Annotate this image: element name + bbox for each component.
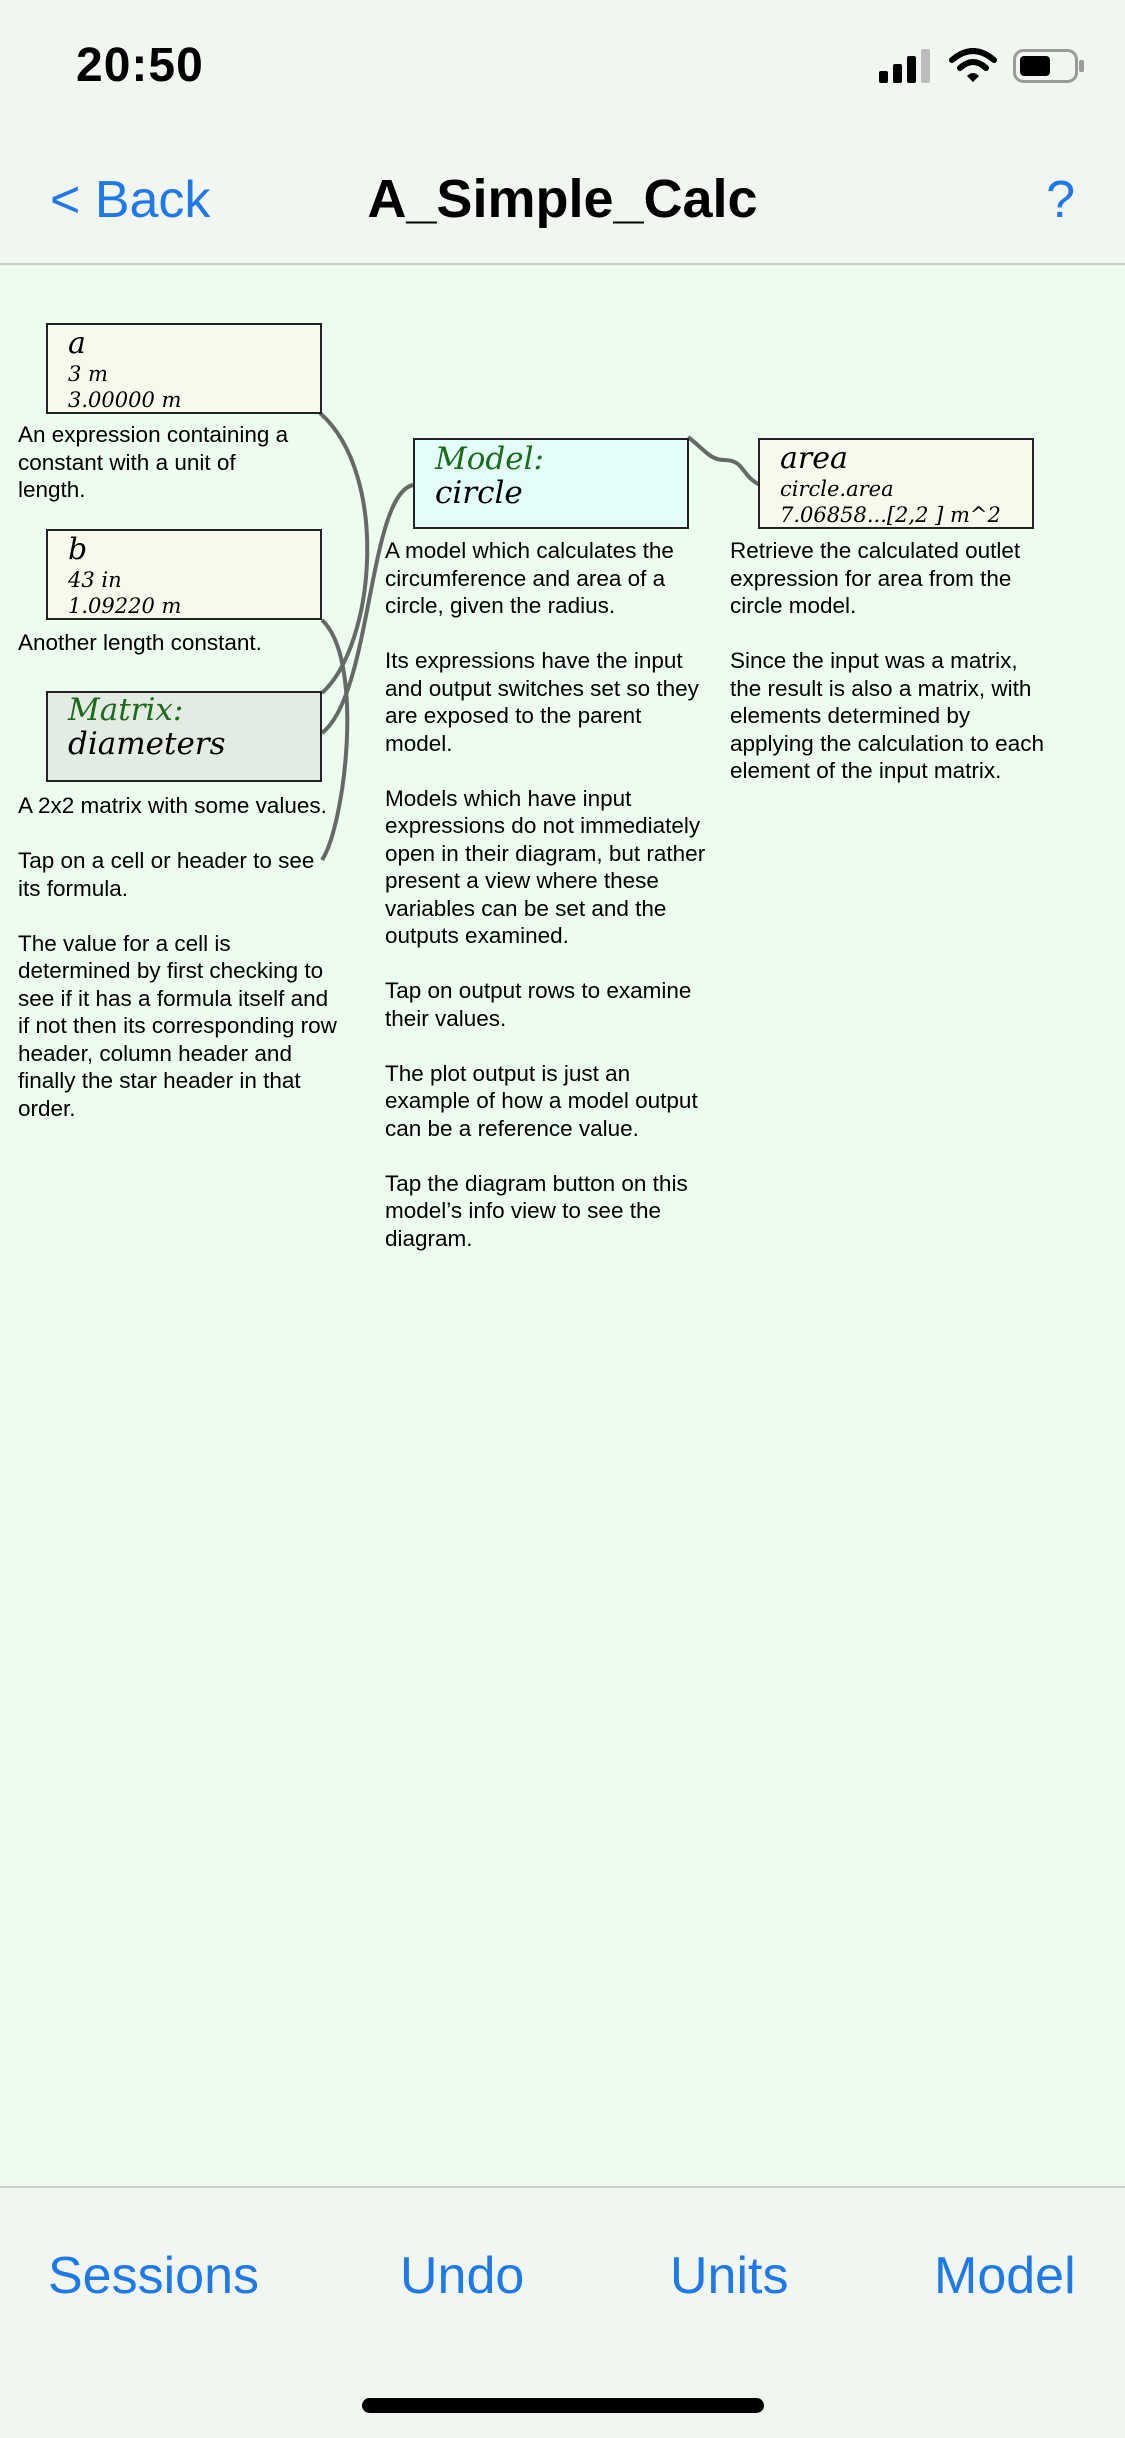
units-button[interactable]: Units bbox=[670, 2247, 789, 2305]
expression-node-area[interactable] bbox=[758, 438, 1034, 529]
node-kind-label: Model: bbox=[435, 441, 544, 477]
node-name: a bbox=[68, 326, 86, 361]
node-formula: 3 m bbox=[68, 362, 108, 386]
matrix-diameters-description: A 2x2 matrix with some values. Tap on a cell or header to see its formula. The value for a cell is determined by first checking to see if it has a formula itself and if not then its corresponding row header, column header and finally the star header in that order. bbox=[18, 793, 337, 1121]
node-name: diameters bbox=[68, 726, 226, 762]
cellular-signal-icon bbox=[879, 49, 933, 83]
undo-button[interactable]: Undo bbox=[400, 2247, 525, 2305]
node-formula: 43 in bbox=[68, 568, 122, 592]
node-a-description: An expression containing a constant with a unit of length. bbox=[18, 422, 289, 502]
battery-icon bbox=[1013, 49, 1085, 83]
node-value: 3.00000 m bbox=[68, 388, 182, 412]
wifi-icon bbox=[949, 48, 997, 84]
sessions-button[interactable]: Sessions bbox=[48, 2247, 259, 2305]
node-value: 7.06858...[2,2 ] m^2 bbox=[780, 503, 1001, 527]
help-button[interactable]: ? bbox=[1046, 171, 1075, 229]
back-button[interactable]: < Back bbox=[50, 171, 211, 229]
node-area-description: Retrieve the calculated outlet expression for area from the circle model. Since the input was a matrix, the result is also a matrix, with elements determined by applying the calculation to each element of the input matrix. bbox=[730, 538, 1044, 783]
expression-node-b[interactable] bbox=[46, 529, 322, 620]
node-value: 1.09220 m bbox=[68, 594, 182, 618]
matrix-node-diameters[interactable] bbox=[46, 691, 322, 782]
diagram-canvas[interactable] bbox=[0, 265, 1125, 2185]
node-kind-label: Matrix: bbox=[68, 692, 184, 728]
node-name: b bbox=[68, 532, 88, 567]
model-node-circle[interactable] bbox=[413, 438, 689, 529]
node-name: circle bbox=[435, 475, 523, 511]
status-time: 20:50 bbox=[76, 39, 204, 92]
node-b-description: Another length constant. bbox=[18, 630, 262, 655]
status-bar bbox=[0, 0, 1125, 130]
node-formula: circle.area bbox=[780, 477, 894, 501]
navigation-bar bbox=[0, 130, 1125, 265]
page-title: A_Simple_Calc bbox=[367, 169, 758, 229]
wire-circle-to-area bbox=[688, 437, 760, 485]
expression-node-a[interactable] bbox=[46, 323, 322, 414]
model-button[interactable]: Model bbox=[934, 2247, 1076, 2305]
home-indicator[interactable] bbox=[362, 2398, 764, 2413]
status-icons bbox=[879, 48, 1085, 84]
node-name: area bbox=[780, 441, 848, 476]
model-circle-description: A model which calculates the circumference and area of a circle, given the radius. Its expressions have the input and output switches set so they are exposed to the parent model. Models which have input expressions do not immediately open in their diagram, but rather present a view where these variables can be set and the outputs examined. Tap on output rows to examine their values. The plot output is just an example of how a model output can be a reference value. Tap the diagram button on this model’s info view to see the diagram. bbox=[385, 538, 706, 1251]
